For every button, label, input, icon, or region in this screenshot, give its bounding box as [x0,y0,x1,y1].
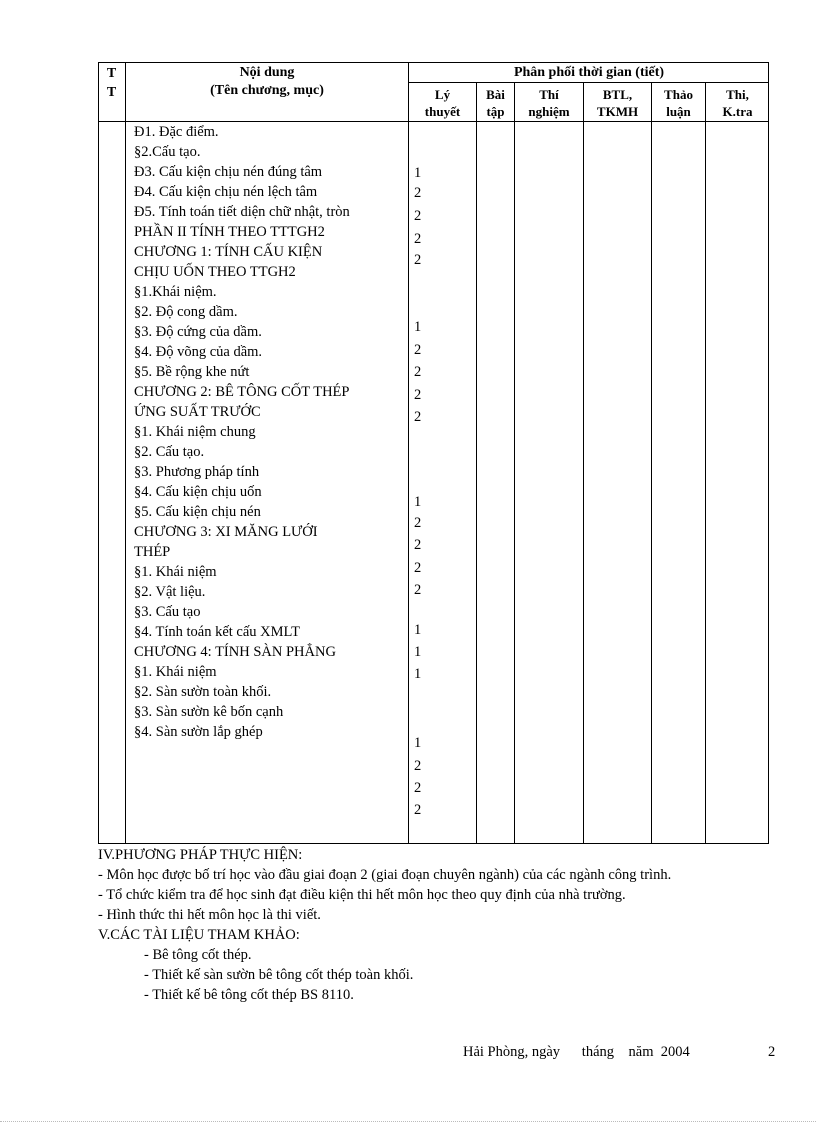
content-line: §2. Cấu tạo. [134,444,205,460]
theory-hour-value: 1 [414,622,422,638]
content-line: Đ3. Cấu kiện chịu nén đúng tâm [134,164,323,180]
subheader-exam: Thi, K.tra [722,87,753,119]
content-line: §5. Bề rộng khe nứt [134,364,250,380]
theory-hour-value: 2 [414,582,422,598]
subheader-project: BTL, TKMH [596,87,639,119]
section5-title: V.CÁC TÀI LIỆU THAM KHẢO: [98,927,300,943]
reference-item: - Bê tông cốt thép. [144,947,252,963]
content-line: §4. Tính toán kết cấu XMLT [134,624,300,640]
theory-hour-value: 2 [414,758,422,774]
theory-hour-value: 2 [414,537,422,553]
content-line: ỨNG SUẤT TRƯỚC [134,404,261,420]
theory-hour-value: 2 [414,409,422,425]
divider-col-4 [583,82,584,844]
header-time: Phân phối thời gian (tiết) [513,65,665,80]
section4-title: IV.PHƯƠNG PHÁP THỰC HIỆN: [98,847,303,863]
section4-item: - Hình thức thi hết môn học là thi viết. [98,907,321,923]
content-list [134,122,350,742]
content-line: CHƯƠNG 1: TÍNH CẤU KIỆN [134,244,323,260]
content-line: §2.Cấu tạo. [134,144,201,160]
divider-col-3 [514,82,515,844]
content-line: Đ1. Đặc điểm. [134,124,219,140]
content-line: §5. Cấu kiện chịu nén [134,504,261,520]
page-bottom-border [0,1121,816,1122]
theory-hour-value: 1 [414,644,422,660]
content-line: §1. Khái niệm [134,564,217,580]
theory-hour-value: 2 [414,780,422,796]
theory-hour-value: 2 [414,208,422,224]
content-line: §3. Sàn sườn kê bốn cạnh [134,704,284,720]
divider-col-6 [705,82,706,844]
content-line: CHƯƠNG 2: BÊ TÔNG CỐT THÉP [134,384,350,400]
divider-col-2 [476,82,477,844]
section4-item: - Tổ chức kiểm tra để học sinh đạt điều kiện thi hết môn học theo quy định của nhà trường. [98,887,626,903]
content-line: CHƯƠNG 4: TÍNH SÀN PHẲNG [134,644,336,660]
content-line: Đ5. Tính toán tiết diện chữ nhật, tròn [134,204,350,220]
content-line: §1. Khái niệm chung [134,424,256,440]
content-line: THÉP [134,544,171,560]
header-tt: T T [106,66,117,100]
header-content-sub: (Tên chương, mục) [210,83,324,98]
subheader-exercise: Bài tập [486,87,505,119]
footer-section [98,845,776,1005]
content-line: §1. Khái niệm [134,664,217,680]
header-content-title: Nội dung [239,65,295,80]
theory-hour-value: 2 [414,185,422,201]
theory-hour-value: 2 [414,802,422,818]
theory-hour-value: 2 [414,252,422,268]
theory-hour-value: 1 [414,319,422,335]
content-line: §3. Cấu tạo [134,604,201,620]
content-line: CHƯƠNG 3: XI MĂNG LƯỚI [134,524,318,540]
theory-hour-value: 2 [414,342,422,358]
theory-hour-value: 2 [414,387,422,403]
content-line: CHỊU UỐN THEO TTGH2 [134,264,296,280]
content-line: §4. Sàn sườn lắp ghép [134,724,263,740]
theory-hour-value: 1 [414,666,422,682]
theory-hour-value: 2 [414,515,422,531]
content-line: §2. Sàn sườn toàn khối. [134,684,272,700]
content-line: Đ4. Cấu kiện chịu nén lệch tâm [134,184,318,200]
content-line: §4. Cấu kiện chịu uốn [134,484,262,500]
section4-item: - Môn học được bố trí học vào đầu giai đoạn 2 (giai đoạn chuyên ngành) của các ngành công trình. [98,867,672,883]
content-line: §4. Độ võng của dầm. [134,344,263,360]
theory-hour-value: 2 [414,231,422,247]
divider-content [408,62,409,844]
content-line: §3. Độ cứng của dầm. [134,324,262,340]
theory-hour-value: 1 [414,494,422,510]
subheader-experiment: Thí nghiệm [528,87,570,119]
subheader-discussion: Thảo luận [664,87,693,119]
subheader-theory: Lý thuyết [424,87,461,119]
reference-item: - Thiết kế bê tông cốt thép BS 8110. [144,987,354,1003]
theory-hour-value: 1 [414,165,422,181]
content-line: §3. Phương pháp tính [134,464,260,480]
theory-hour-value: 2 [414,364,422,380]
content-line: §2. Vật liệu. [134,584,206,600]
theory-hour-value: 1 [414,735,422,751]
content-line: PHẦN II TÍNH THEO TTTGH2 [134,224,325,240]
divider-tt [125,62,126,844]
theory-hour-value: 2 [414,560,422,576]
divider-time-header [408,82,769,83]
page-number: 2 [768,1044,776,1060]
header-content [126,64,408,100]
signature-line: Hải Phòng, ngày tháng năm 2004 [463,1044,690,1060]
reference-item: - Thiết kế sàn sườn bê tông cốt thép toàn khối. [144,967,414,983]
content-line: §2. Độ cong dầm. [134,304,238,320]
divider-col-5 [651,82,652,844]
content-line: §1.Khái niệm. [134,284,217,300]
